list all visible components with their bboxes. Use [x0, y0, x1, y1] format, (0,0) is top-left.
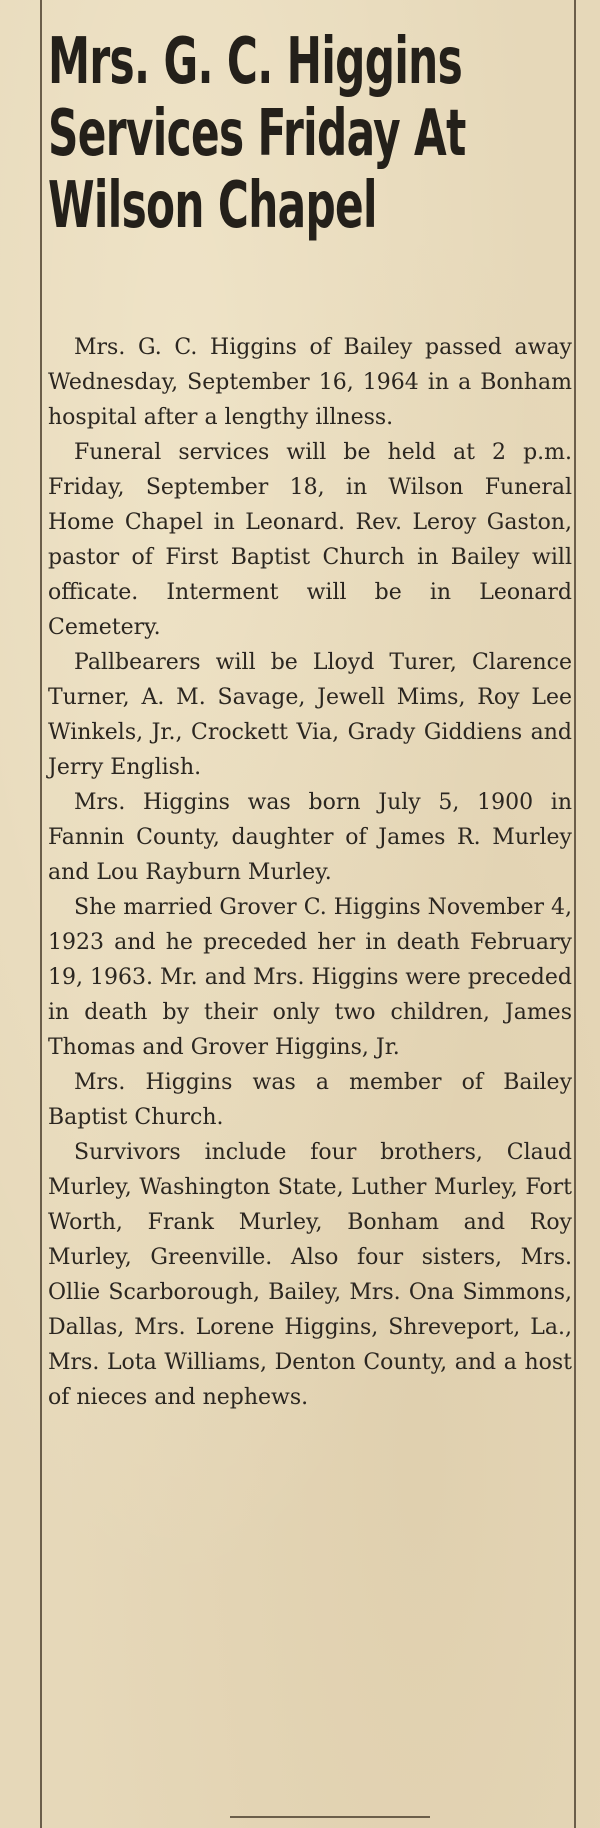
headline-line-3: Wilson Chapel: [48, 169, 377, 243]
paragraph-marriage: She married Grover C. Higgins November 4, 1923 and he preceded her in death February 19, 1963. Mr. and Mrs. Higgins were preceded in death by their only two children, James Thomas and Grover Higgins, Jr.: [48, 895, 573, 1060]
end-of-article-rule: [230, 1816, 430, 1818]
paragraph-death-notice: Mrs. G. C. Higgins of Bailey passed away Wednesday, September 16, 1964 in a Bonham hospital after a lengthy illness.: [48, 335, 572, 430]
obituary-article: [48, 26, 568, 242]
paragraph-birth: Mrs. Higgins was born July 5, 1900 in Fannin County, daughter of James R. Murley and Lou Rayburn Murley.: [48, 790, 572, 885]
article-body: [48, 330, 572, 1415]
paragraph-funeral-services: Funeral services will be held at 2 p.m. Friday, September 18, in Wilson Funeral Home Chapel in Leonard. Rev. Leroy Gaston, pastor of First Baptist Church in Bailey will officate. Interment will be in Leonard Cemetery.: [48, 440, 572, 640]
headline-line-1: Mrs. G. C. Higgins: [48, 25, 463, 99]
headline-line-2: Services Friday At: [48, 97, 466, 171]
headline: [48, 26, 563, 242]
paragraph-church: Mrs. Higgins was a member of Bailey Baptist Church.: [48, 1070, 572, 1130]
column-rule-left: [40, 0, 42, 1828]
paragraph-pallbearers: Pallbearers will be Lloyd Turer, Clarence Turner, A. M. Savage, Jewell Mims, Roy Lee Winkels, Jr., Crockett Via, Grady Giddiens and Jerry English.: [48, 650, 572, 780]
paragraph-survivors: Survivors include four brothers, Claud Murley, Washington State, Luther Murley, Fort Worth, Frank Murley, Bonham and Roy Murley, Greenville. Also four sisters, Mrs. Ollie Scarborough, Bailey, Mrs. Ona Simmons, Dallas, Mrs. Lorene Higgins, Shreveport, La., Mrs. Lota Williams, Denton County, and a host of nieces and nephews.: [48, 1140, 572, 1410]
column-rule-right: [574, 0, 576, 1828]
